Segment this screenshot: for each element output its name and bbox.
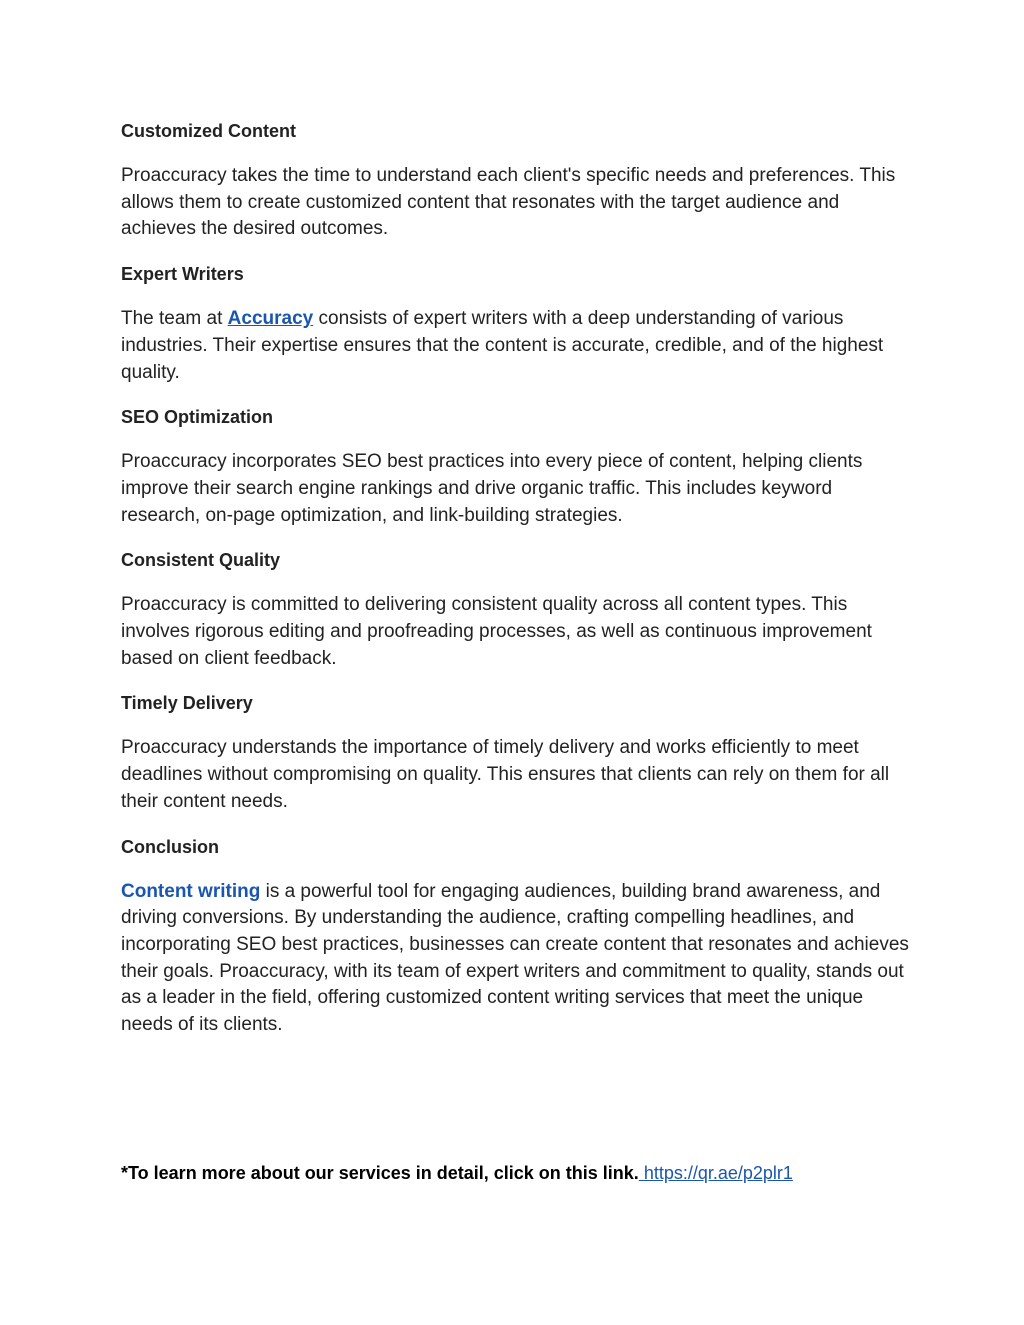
footer-note [121, 1161, 941, 1185]
heading-conclusion: Conclusion [121, 836, 219, 857]
content-writing-link[interactable]: Content writing [121, 880, 261, 902]
footer-text: *To learn more about our services in detail, click on this link. [121, 1163, 639, 1183]
heading-seo-optimization: SEO Optimization [121, 407, 274, 428]
paragraph-conclusion-rest: is a powerful tool for engaging audiences, building brand awareness, and driving conversions. By understanding the audience, crafting compelling headlines, and incorporating SEO best practices, businesses can create content that resonates and achieves their goals. Proaccuracy, with its team of expert writers and commitment to quality, stands out as a leader in the field, offering customized content writing services that meet the unique needs of its clients. [121, 880, 909, 1036]
paragraph-consistent-quality: Proaccuracy is committed to delivering consistent quality across all content types. This involves rigorous editing and proofreading processes, as well as continuous improvement based on client feedback. [121, 594, 872, 669]
paragraph-timely-delivery: Proaccuracy understands the importance of timely delivery and works efficiently to meet deadlines without compromising on quality. This ensures that clients can rely on them for all their content needs. [121, 737, 890, 812]
paragraph-expert-writers [121, 306, 911, 386]
heading-consistent-quality: Consistent Quality [121, 550, 281, 571]
paragraph-customized-content: Proaccuracy takes the time to understand each client's specific needs and preferences. This allows them to create customized content that resonates with the target audience and achieves the desired outcomes. [121, 165, 896, 240]
heading-customized-content: Customized Content [121, 121, 296, 141]
paragraph-conclusion [121, 879, 911, 1039]
paragraph-expert-writers-rest: consists of expert writers with a deep understanding of various industries. Their expertise ensures that the content is accurate, credible, and of the highest quality. [121, 308, 884, 383]
heading-expert-writers: Expert Writers [121, 264, 244, 285]
paragraph-expert-writers-lead: The team at [121, 308, 228, 330]
paragraph-seo-optimization: Proaccuracy incorporates SEO best practices into every piece of content, helping clients improve their search engine rankings and drive organic traffic. This includes keyword research, on-page optimization, and link-building strategies. [121, 451, 863, 526]
accuracy-link[interactable]: Accuracy [227, 308, 314, 330]
footer-link[interactable]: https://qr.ae/p2plr1 [638, 1163, 793, 1183]
heading-timely-delivery: Timely Delivery [121, 693, 253, 714]
document-body [121, 118, 911, 1057]
